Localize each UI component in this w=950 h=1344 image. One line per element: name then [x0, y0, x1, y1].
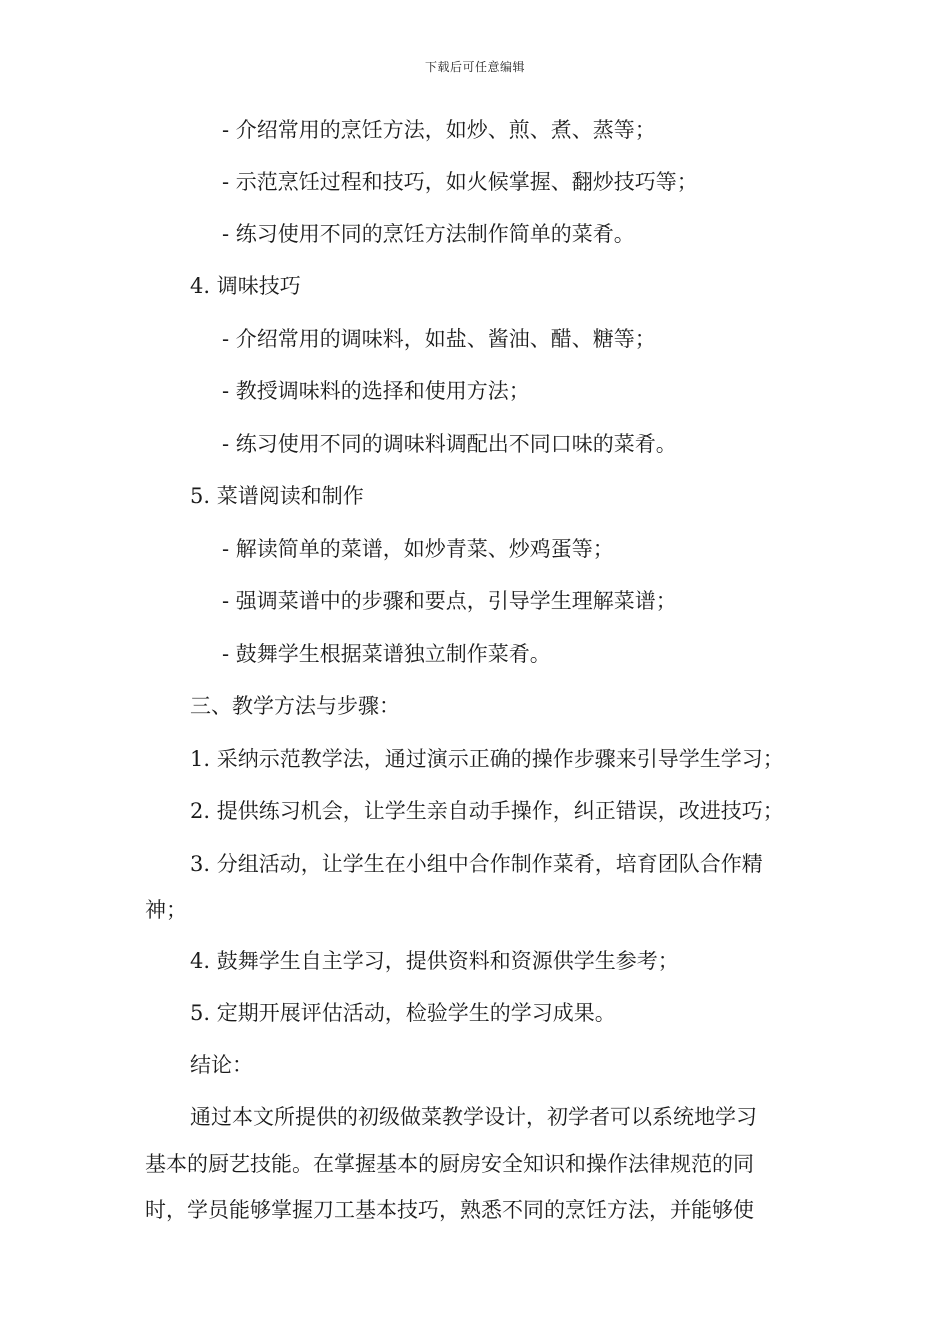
list-item: 5. 定期开展评估活动，检验学生的学习成果。	[190, 1001, 616, 1025]
paragraph-line: 基本的厨艺技能。在掌握基本的厨房安全知识和操作法律规范的同	[145, 1152, 754, 1176]
list-item: - 练习使用不同的调味料调配出不同口味的菜肴。	[222, 432, 677, 456]
section-heading: 三、教学方法与步骤：	[190, 694, 400, 718]
page-header: 下载后可任意编辑	[424, 60, 525, 74]
list-item: 4. 鼓舞学生自主学习，提供资料和资源供学生参考；	[190, 949, 679, 973]
section-heading: 4. 调味技巧	[190, 274, 301, 298]
list-item: 1. 采纳示范教学法，通过演示正确的操作步骤来引导学生学习；	[190, 747, 784, 771]
section-heading: 5. 菜谱阅读和制作	[190, 484, 364, 508]
paragraph-line: 时，学员能够掌握刀工基本技巧，熟悉不同的烹饪方法，并能够使	[145, 1198, 754, 1222]
list-item: 2. 提供练习机会，让学生亲自动手操作，纠正错误，改进技巧；	[190, 799, 784, 823]
list-item: - 教授调味料的选择和使用方法；	[222, 379, 530, 403]
list-item: - 练习使用不同的烹饪方法制作简单的菜肴。	[222, 222, 635, 246]
section-heading: 结论：	[190, 1053, 253, 1077]
list-item: - 介绍常用的调味料，如盐、酱油、醋、糖等；	[222, 327, 656, 351]
list-item: - 强调菜谱中的步骤和要点，引导学生理解菜谱；	[222, 589, 677, 613]
paragraph-line: 通过本文所提供的初级做菜教学设计，初学者可以系统地学习	[190, 1105, 757, 1129]
list-item: 3. 分组活动，让学生在小组中合作制作菜肴，培育团队合作精	[190, 852, 763, 876]
list-item: - 介绍常用的烹饪方法，如炒、煎、煮、蒸等；	[222, 118, 656, 142]
list-item: - 示范烹饪过程和技巧，如火候掌握、翻炒技巧等；	[222, 170, 698, 194]
list-item-continuation: 神；	[145, 898, 187, 922]
list-item: - 鼓舞学生根据菜谱独立制作菜肴。	[222, 642, 551, 666]
list-item: - 解读简单的菜谱，如炒青菜、炒鸡蛋等；	[222, 537, 614, 561]
